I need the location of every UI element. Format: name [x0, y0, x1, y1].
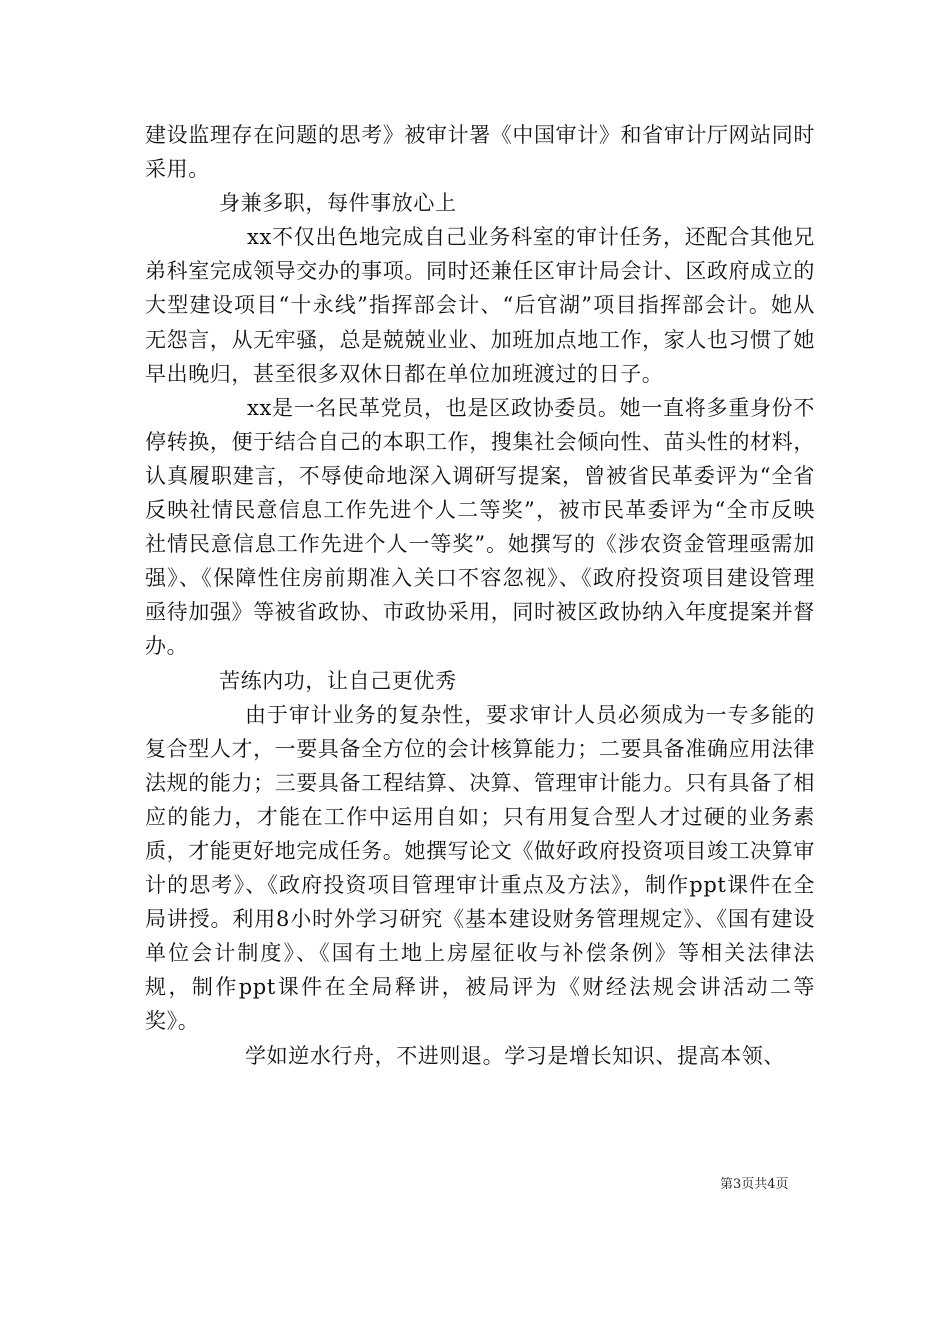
paragraph-audit-skills: 由于审计业务的复杂性，要求审计人员必须成为一专多能的复合型人才，一要具备全方位的会计核算能力；二要具备准确应用法律法规的能力；三要具备工程结算、决算、管理审计能力。只有具备了相应的能力，才能在工作中运用自如；只有用复合型人才过硬的业务素质，才能更好地完成任务。她撰写论文《做好政府投资项目竣工决算审计的思考》、《政府投资项目管理审计重点及方法》，制作ppt课件在全局讲授。利用8小时外学习研究《基本建设财务管理规定》、《国有建设单位会计制度》、《国有土地上房屋征收与补偿条例》等相关法律法规，制作ppt课件在全局释讲，被局评为《财经法规会讲活动二等奖》。: [145, 702, 815, 1034]
paragraph-party-member: xx是一名民革党员，也是区政协委员。她一直将多重身份不停转换，便于结合自己的本职工作，搜集社会倾向性、苗头性的材料，认真履职建言，不辱使命地深入调研写提案，曾被省民革委评为“全省反映社情民意信息工作先进个人二等奖”，被市民革委评为“全市反映社情民意信息工作先进个人一等奖”。她撰写的《涉农资金管理亟需加强》、《保障性住房前期准入关口不容忽视》、《政府投资项目建设管理亟待加强》等被省政协、市政协采用，同时被区政协纳入年度提案并督办。: [145, 395, 815, 659]
page-number-footer: 第3页共4页: [720, 1177, 789, 1192]
paragraph-multiple-roles: xx不仅出色地完成自己业务科室的审计任务，还配合其他兄弟科室完成领导交办的事项。同时还兼任区审计局会计、区政府成立的大型建设项目“十永线”指挥部会计、“后官湖”项目指挥部会计。她从无怨言，从无牢骚，总是兢兢业业、加班加点地工作，家人也习惯了她早出晚归，甚至很多双休日都在单位加班渡过的日子。: [145, 225, 815, 386]
paragraph-continuation: 建设监理存在问题的思考》被审计署《中国审计》和省审计厅网站同时采用。: [145, 123, 815, 182]
document-body: [145, 118, 815, 1073]
section-heading-self-improvement: 苦练内功，让自己更优秀: [219, 668, 457, 693]
paragraph-learning: 学如逆水行舟，不进则退。学习是增长知识、提高本领、: [245, 1043, 785, 1068]
section-heading-multiple-roles: 身兼多职，每件事放心上: [219, 191, 457, 216]
